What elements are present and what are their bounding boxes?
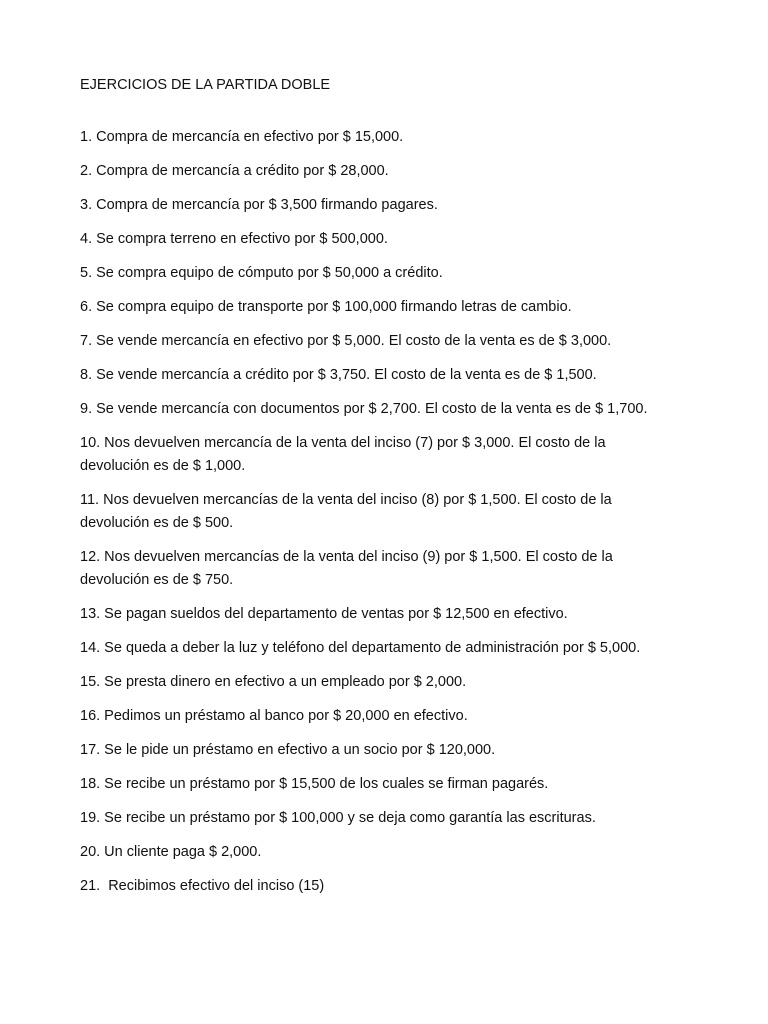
document-title: EJERCICIOS DE LA PARTIDA DOBLE: [80, 77, 331, 93]
exercise-item: [80, 705, 720, 728]
exercise-item-text: 17. Se le pide un préstamo en efectivo a un socio por $ 120,000.: [80, 742, 496, 758]
exercise-item: [80, 603, 720, 626]
exercise-item: [80, 398, 720, 421]
exercise-item-text: 8. Se vende mercancía a crédito por $ 3,750. El costo de la venta es de $ 1,500.: [80, 367, 597, 383]
exercise-item: [80, 739, 720, 762]
exercise-item-text: 12. Nos devuelven mercancías de la venta del inciso (9) por $ 1,500. El costo de la: [80, 549, 613, 565]
exercise-item-text: 6. Se compra equipo de transporte por $ 100,000 firmando letras de cambio.: [80, 299, 572, 315]
exercise-item-text: 5. Se compra equipo de cómputo por $ 50,000 a crédito.: [80, 265, 443, 281]
exercise-item-text: 14. Se queda a deber la luz y teléfono del departamento de administración por $ 5,000.: [80, 640, 641, 656]
exercise-item-text: 20. Un cliente paga $ 2,000.: [80, 844, 262, 860]
exercise-item-text: 13. Se pagan sueldos del departamento de ventas por $ 12,500 en efectivo.: [80, 606, 568, 622]
exercise-item-text: devolución es de $ 500.: [80, 515, 234, 531]
exercise-item-text: 15. Se presta dinero en efectivo a un empleado por $ 2,000.: [80, 674, 467, 690]
exercise-item-text: 16. Pedimos un préstamo al banco por $ 20,000 en efectivo.: [80, 708, 468, 724]
exercise-item-text: 10. Nos devuelven mercancía de la venta del inciso (7) por $ 3,000. El costo de la: [80, 435, 606, 451]
exercise-item-text: 7. Se vende mercancía en efectivo por $ 5,000. El costo de la venta es de $ 3,000.: [80, 333, 612, 349]
exercise-item-text: 21. Recibimos efectivo del inciso (15): [80, 878, 325, 894]
exercise-item: [80, 160, 720, 183]
exercise-item: [80, 841, 720, 864]
exercise-item: [80, 671, 720, 694]
exercise-item: [80, 546, 720, 592]
exercise-item-text: 3. Compra de mercancía por $ 3,500 firmando pagares.: [80, 197, 438, 213]
exercise-item: [80, 126, 720, 149]
exercise-item: [80, 296, 720, 319]
exercise-item-text: 1. Compra de mercancía en efectivo por $ 15,000.: [80, 129, 404, 145]
exercise-item: [80, 875, 720, 898]
exercise-item-text: 18. Se recibe un préstamo por $ 15,500 de los cuales se firman pagarés.: [80, 776, 549, 792]
exercise-item: [80, 262, 720, 285]
exercise-item-text: 2. Compra de mercancía a crédito por $ 28,000.: [80, 163, 389, 179]
exercise-item: [80, 637, 720, 660]
exercise-item: [80, 807, 720, 830]
exercise-item: [80, 773, 720, 796]
exercise-item-text: devolución es de $ 750.: [80, 572, 234, 588]
exercise-item: [80, 228, 720, 251]
exercise-item: [80, 194, 720, 217]
exercise-item-text: devolución es de $ 1,000.: [80, 458, 246, 474]
exercise-item: [80, 330, 720, 353]
exercise-item-text: 11. Nos devuelven mercancías de la venta del inciso (8) por $ 1,500. El costo de la: [80, 492, 612, 508]
exercise-item: [80, 364, 720, 387]
exercise-list: [80, 126, 720, 909]
exercise-item-text: 9. Se vende mercancía con documentos por $ 2,700. El costo de la venta es de $ 1,700.: [80, 401, 648, 417]
exercise-item: [80, 489, 720, 535]
exercise-item-text: 4. Se compra terreno en efectivo por $ 500,000.: [80, 231, 388, 247]
exercise-item-text: 19. Se recibe un préstamo por $ 100,000 y se deja como garantía las escrituras.: [80, 810, 596, 826]
exercise-item: [80, 432, 720, 478]
